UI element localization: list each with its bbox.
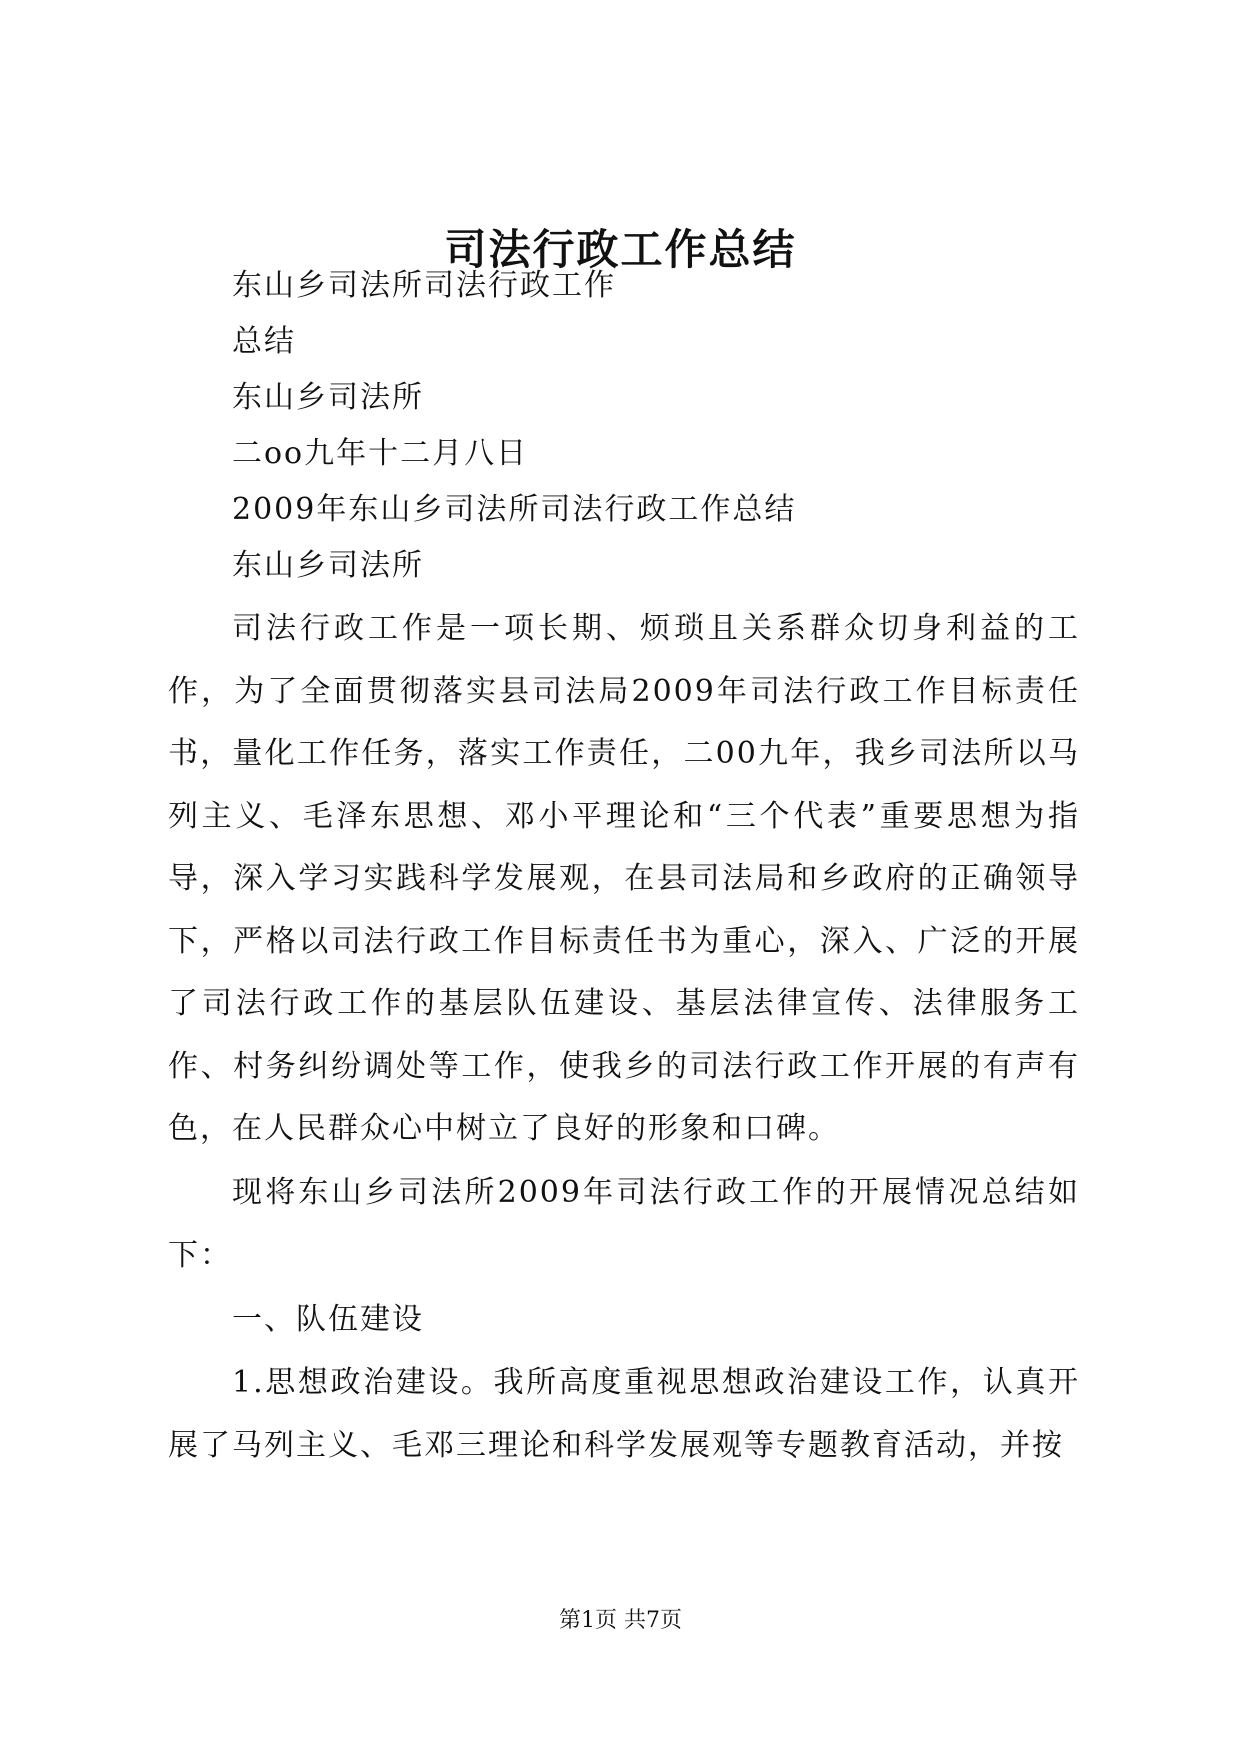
- header-line-3: 东山乡司法所: [232, 380, 424, 415]
- subtitle-line: 2009年东山乡司法所司法行政工作总结: [232, 492, 797, 527]
- author-line: 东山乡司法所: [232, 548, 424, 583]
- header-line-1: 东山乡司法所司法行政工作: [232, 268, 616, 303]
- page-number-footer: 第1页 共7页: [559, 1608, 682, 1633]
- header-line-2: 总结: [232, 324, 296, 359]
- section-heading: 一、队伍建设: [232, 1302, 424, 1337]
- document-title: 司法行政工作总结: [444, 225, 797, 274]
- paragraph-intro: 司法行政工作是一项长期、烦琐且关系群众切身利益的工作，为了全面贯彻落实县司法局2009年司法行政工作目标责任书，量化工作任务，落实工作责任，二00九年，我乡司法所以马列主义、毛泽东思想、邓小平理论和“三个代表”重要思想为指导，深入学习实践科学发展观，在县司法局和乡政府的正确领导下，严格以司法行政工作目标责任书为重心，深入、广泛的开展了司法行政工作的基层队伍建设、基层法律宣传、法律服务工作、村务纠纷调处等工作，使我乡的司法行政工作开展的有声有色，在人民群众心中树立了良好的形象和口碑。: [168, 611, 1080, 1146]
- paragraph-political-building: 1.思想政治建设。我所高度重视思想政治建设工作，认真开展了马列主义、毛邓三理论和科学发展观等专题教育活动，并按: [168, 1365, 1080, 1463]
- paragraph-summary-lead: 现将东山乡司法所2009年司法行政工作的开展情况总结如下：: [168, 1175, 1080, 1273]
- date-line: 二oo九年十二月八日: [232, 436, 529, 471]
